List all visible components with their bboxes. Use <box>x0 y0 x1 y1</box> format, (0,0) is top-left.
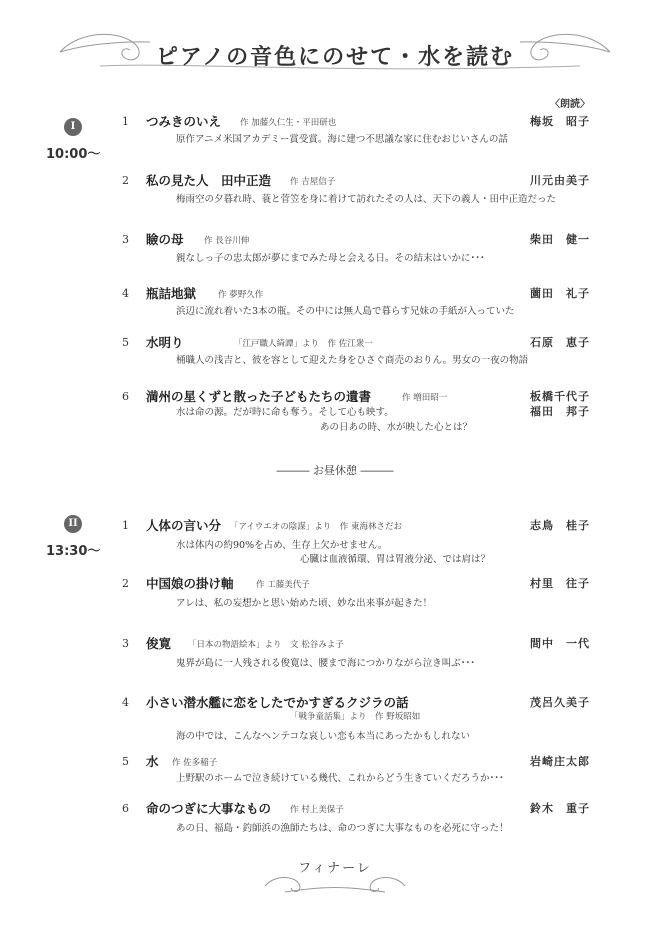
item-title: 瓶詰地獄 <box>146 286 197 301</box>
item-description: 水は体内の約90%を占め、生存上欠かせません。 <box>176 540 388 551</box>
item-author: 作 長谷川伸 <box>204 236 250 246</box>
item-description: 水は命の源。だが時に命も奪う。そして心も映す。 <box>176 407 394 418</box>
item-number: 5 <box>122 336 129 349</box>
item-reader: 志鳥 桂子 <box>530 519 590 532</box>
reading-label: 〈朗読〉 <box>550 99 590 110</box>
item-title: つみきのいえ <box>146 114 222 129</box>
item-title: 俊寛 <box>146 636 172 651</box>
item-number: 1 <box>122 519 129 532</box>
item-reader: 薗田 礼子 <box>530 287 590 300</box>
item-reader-2: 福田 邦子 <box>530 405 590 418</box>
item-author: 作 村上美保子 <box>290 805 344 815</box>
item-title: 人体の言い分 <box>146 518 222 533</box>
item-reader: 茂呂久美子 <box>530 696 590 709</box>
item-author: 作 夢野久作 <box>218 290 264 300</box>
item-title: 水明り <box>146 335 184 350</box>
item-number: 6 <box>122 390 129 403</box>
item-title: 私の見た人 田中正造 <box>146 173 272 188</box>
bottom-ornament <box>255 868 415 898</box>
lunch-break-label: ――― お昼休憩 ――― <box>276 464 394 477</box>
program-title: ピアノの音色にのせて・水を読む <box>155 45 515 70</box>
item-author: 作 佐多稲子 <box>172 758 218 768</box>
item-description: アレは、私の妄想かと思い始めた頃、妙な出来事が起きた！ <box>176 598 433 609</box>
item-title: 水 <box>146 754 159 769</box>
session-1-time: 10:00〜 <box>46 147 101 162</box>
item-description: 原作アニメ米国アカデミー賞受賞。海に建つ不思議な家に住むおじいさんの話 <box>176 134 508 145</box>
item-number: 1 <box>122 115 129 128</box>
item-reader: 川元由美子 <box>530 174 590 187</box>
item-title: 瞼の母 <box>146 232 184 247</box>
item-reader: 間中 一代 <box>530 637 590 650</box>
item-number: 6 <box>122 802 129 815</box>
item-author: 作 加藤久仁生・平田研也 <box>240 118 337 128</box>
item-number: 2 <box>122 174 129 187</box>
item-number: 2 <box>122 577 129 590</box>
item-title: 中国娘の掛け軸 <box>146 576 234 591</box>
item-description: 鬼界が島に一人残される俊寛は、腰まで海につかりながら泣き叫ぶ･･･ <box>176 658 476 669</box>
item-number: 3 <box>122 637 129 650</box>
item-description: 上野駅のホームで泣き続けている幾代、これからどう生きていくだろうか･･･ <box>176 773 504 784</box>
session-1-badge: I <box>64 118 82 136</box>
item-reader: 村里 往子 <box>530 577 590 590</box>
item-description: 梅雨空の夕暮れ時、蓑と菅笠を身に着けて訪れたその人は、天下の義人・田中正造だった <box>176 194 557 205</box>
item-description: あの日、福島・釣師浜の漁師たちは、命のつぎに大事なものを必死に守った！ <box>176 823 509 834</box>
item-title: 満州の星くずと散った子どもたちの遺書 <box>146 389 372 404</box>
item-author: 作 増田昭一 <box>402 393 448 403</box>
item-title: 小さい潜水艦に恋をしたでかすぎるクジラの話 <box>146 695 409 710</box>
item-author: 作 吉屋信子 <box>290 177 336 187</box>
session-2-time: 13:30〜 <box>46 544 101 559</box>
item-number: 3 <box>122 233 129 246</box>
item-reader: 板橋千代子 <box>530 390 590 403</box>
item-author: 「江戸職人綺譚」より 作 佐江衆一 <box>234 339 373 349</box>
item-description: 桶職人の浅吉と、彼を容として迎えた身をひさぐ商売のおりん。男女の一夜の物語 <box>176 355 529 366</box>
item-reader: 石原 恵子 <box>530 336 590 349</box>
item-description-2: 心臓は血液循環、胃は胃液分泌、では肩は？ <box>300 554 491 565</box>
item-author: 「アイウエオの陰謀」より 作 東海林さだお <box>230 522 402 532</box>
session-2-badge: II <box>64 515 82 533</box>
item-reader: 梅坂 昭子 <box>530 115 590 128</box>
item-author: 「日本の物語絵本」より 文 松谷みよ子 <box>188 640 344 650</box>
item-number: 5 <box>122 755 129 768</box>
item-title: 命のつぎに大事なもの <box>146 801 272 816</box>
item-author: 「戦争童話集」より 作 野坂昭如 <box>290 712 421 722</box>
item-description: 海の中では、こんなヘンテコな哀しい恋も本当にあったかもしれない <box>176 731 471 742</box>
item-author: 作 工藤美代子 <box>256 580 310 590</box>
item-description: 浜辺に流れ着いた3本の瓶。その中には無人島で暮らす兄妹の手紙が入っていた <box>176 306 515 317</box>
finale-label: フィナーレ <box>298 861 372 876</box>
item-number: 4 <box>122 287 129 300</box>
item-description: 親なしっ子の忠太郎が夢にまでみた母と会える日。その結末はいかに･･･ <box>176 253 485 264</box>
item-reader: 岩崎庄太郎 <box>530 755 590 768</box>
item-number: 4 <box>122 696 129 709</box>
item-description-2: あの日あの時、水が映した心とは？ <box>320 422 473 433</box>
item-reader: 鈴木 重子 <box>530 802 590 815</box>
item-reader: 柴田 健一 <box>530 233 590 246</box>
